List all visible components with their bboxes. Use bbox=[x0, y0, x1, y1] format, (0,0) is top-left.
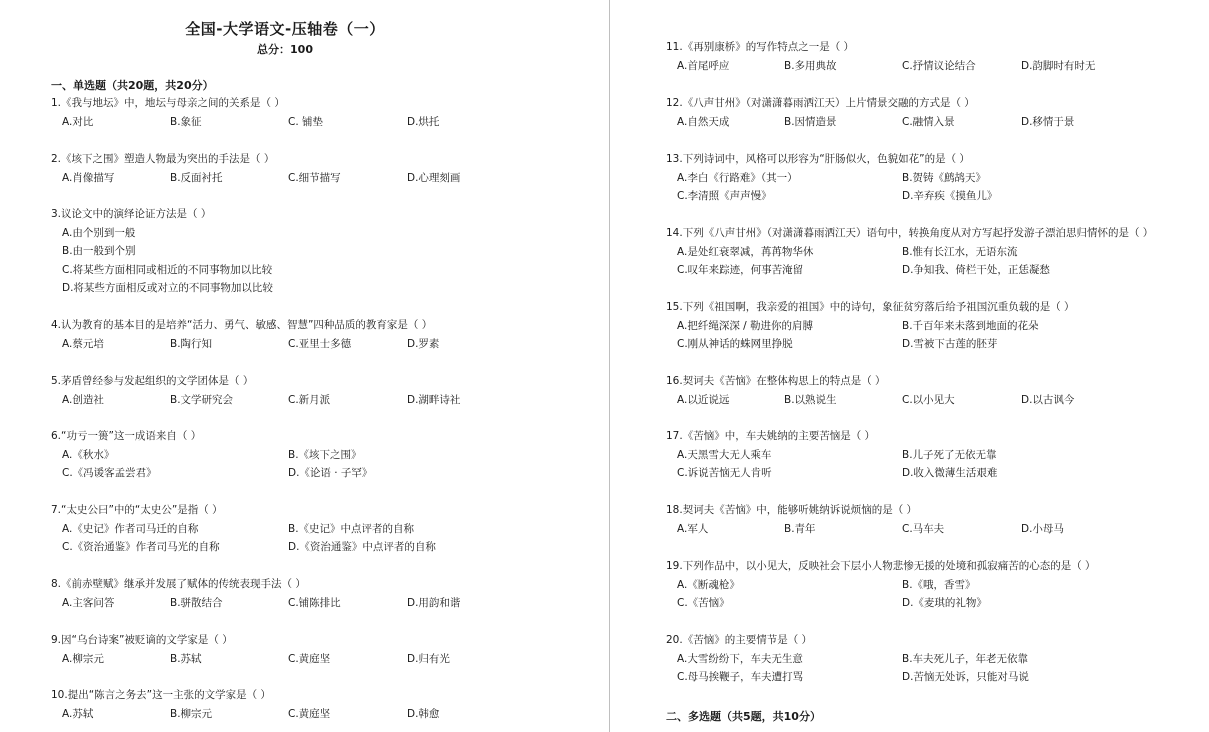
answer-option: B.《垓下之围》 bbox=[288, 448, 362, 461]
answer-option: B.骈散结合 bbox=[170, 596, 223, 609]
answer-option: A.《断魂枪》 bbox=[677, 578, 740, 591]
answer-option: D.烘托 bbox=[407, 115, 440, 128]
question-stem: 12.《八声甘州》（对潇潇暮雨洒江天）上片情景交融的方式是（ ） bbox=[666, 97, 975, 109]
answer-option: C.将某些方面相同或相近的不同事物加以比较 bbox=[62, 263, 273, 276]
answer-option: C.黄庭坚 bbox=[288, 707, 331, 720]
answer-option: A.把纤绳深深 / 勒进你的肩膊 bbox=[677, 319, 814, 332]
answer-option: A.柳宗元 bbox=[62, 652, 104, 665]
answer-option: C.《苦恼》 bbox=[677, 597, 730, 609]
page-divider bbox=[609, 0, 610, 732]
answer-option: A.创造社 bbox=[62, 393, 104, 406]
answer-option: A.军人 bbox=[677, 522, 709, 535]
answer-option: B.贺铸《鹧鸪天》 bbox=[902, 171, 987, 184]
answer-option: C.融情入景 bbox=[902, 115, 955, 128]
question-stem: 19.下列作品中，以小见大，反映社会下层小人物悲惨无援的处境和孤寂痛苦的心态的是（ ） bbox=[666, 560, 1096, 572]
answer-option: C.亚里士多德 bbox=[288, 337, 352, 350]
answer-option: D.《麦琪的礼物》 bbox=[902, 597, 987, 609]
question-stem: 5.茅盾曾经参与发起组织的文学团体是（ ） bbox=[51, 375, 254, 387]
answer-option: D.雪被下古莲的胚芽 bbox=[902, 338, 998, 350]
answer-option: C.《冯谖客孟尝君》 bbox=[62, 467, 157, 479]
answer-option: C.抒情议论结合 bbox=[902, 59, 976, 72]
question-stem: 17.《苦恼》中，车夫姚纳的主要苦恼是（ ） bbox=[666, 430, 876, 442]
answer-option: D.争知我、倚栏干处，正恁凝愁 bbox=[902, 264, 1050, 276]
question-stem: 14.下列《八声甘州》（对潇潇暮雨洒江天）语句中，转换角度从对方写起抒发游子漂泊思归情怀的是（ ） bbox=[666, 227, 1154, 239]
answer-option: A.蔡元培 bbox=[62, 337, 104, 350]
right-page bbox=[612, 0, 1209, 732]
answer-option: B.柳宗元 bbox=[170, 707, 213, 720]
answer-option: A.《秋水》 bbox=[62, 448, 115, 461]
question-stem: 13.下列诗词中，风格可以形容为“肝肠似火，色貌如花”的是（ ） bbox=[666, 153, 970, 165]
question-stem: 6.“功亏一篑”这一成语来自（ ） bbox=[51, 430, 202, 442]
answer-option: A.大雪纷纷下，车夫无生意 bbox=[677, 652, 803, 665]
answer-option: B.惟有长江水，无语东流 bbox=[902, 245, 1018, 258]
answer-option: A.由个别到一般 bbox=[62, 226, 136, 239]
question-stem: 15.下列《祖国啊，我亲爱的祖国》中的诗句，象征贫穷落后给予祖国沉重负载的是（ ） bbox=[666, 301, 1075, 313]
question-stem: 8.《前赤壁赋》继承并发展了赋体的传统表现手法（ ） bbox=[51, 578, 306, 590]
answer-option: A.主客问答 bbox=[62, 596, 115, 609]
answer-option: B.《史记》中点评者的自称 bbox=[288, 522, 415, 535]
answer-option: C.黄庭坚 bbox=[288, 652, 331, 665]
answer-option: D.归有光 bbox=[407, 652, 450, 665]
answer-option: D.将某些方面相反或对立的不同事物加以比较 bbox=[62, 282, 273, 294]
answer-option: C.以小见大 bbox=[902, 393, 955, 406]
question-stem: 9.因“乌台诗案”被贬谪的文学家是（ ） bbox=[51, 634, 233, 646]
section-multi-choice-title: 二、多选题（共5题，共10分） bbox=[666, 710, 821, 723]
answer-option: C.母马挨鞭子，车夫遭打骂 bbox=[677, 671, 804, 683]
answer-option: B.反面衬托 bbox=[170, 171, 223, 184]
answer-option: D.心理刻画 bbox=[407, 171, 461, 184]
answer-option: A.以近说远 bbox=[677, 393, 730, 406]
question-stem: 16.契诃夫《苦恼》在整体构思上的特点是（ ） bbox=[666, 375, 886, 387]
answer-option: D.湖畔诗社 bbox=[407, 393, 461, 406]
answer-option: A.首尾呼应 bbox=[677, 59, 730, 72]
question-stem: 2.《垓下之围》塑造人物最为突出的手法是（ ） bbox=[51, 153, 275, 165]
answer-option: D.收入微薄生活艰难 bbox=[902, 467, 998, 479]
answer-option: A.李白《行路难》（其一） bbox=[677, 171, 798, 184]
answer-option: C.铺陈排比 bbox=[288, 596, 341, 609]
answer-option: B.青年 bbox=[784, 522, 816, 535]
answer-option: B.由一般到个别 bbox=[62, 245, 136, 257]
question-stem: 10.提出“陈言之务去”这一主张的文学家是（ ） bbox=[51, 689, 271, 701]
answer-option: D.《论语 · 子罕》 bbox=[288, 467, 373, 479]
answer-option: C.《资治通鉴》作者司马光的自称 bbox=[62, 541, 220, 553]
answer-option: D.移情于景 bbox=[1021, 115, 1075, 128]
answer-option: A.《史记》作者司马迁的自称 bbox=[62, 522, 199, 535]
answer-option: D.苦恼无处诉，只能对马说 bbox=[902, 671, 1029, 683]
answer-option: D.用韵和谐 bbox=[407, 596, 461, 609]
answer-option: B.车夫死儿子，年老无依靠 bbox=[902, 652, 1029, 665]
answer-option: C. 铺垫 bbox=[288, 115, 324, 128]
question-stem: 20.《苦恼》的主要情节是（ ） bbox=[666, 634, 813, 646]
total-score: 总分：100 bbox=[257, 43, 313, 56]
answer-option: D.韵脚时有时无 bbox=[1021, 59, 1096, 72]
answer-option: D.以古讽今 bbox=[1021, 393, 1075, 406]
answer-option: D.韩愈 bbox=[407, 707, 440, 720]
answer-option: D.小母马 bbox=[1021, 522, 1064, 535]
answer-option: A.是处红衰翠减，苒苒物华休 bbox=[677, 245, 814, 258]
answer-option: B.苏轼 bbox=[170, 652, 202, 665]
answer-option: C.马车夫 bbox=[902, 522, 945, 535]
answer-option: C.李清照《声声慢》 bbox=[677, 190, 772, 202]
answer-option: C.新月派 bbox=[288, 393, 331, 406]
answer-option: A.肖像描写 bbox=[62, 171, 115, 184]
question-stem: 3.议论文中的演绎论证方法是（ ） bbox=[51, 208, 212, 220]
answer-option: B.因情造景 bbox=[784, 115, 837, 128]
answer-option: B.《哦，香雪》 bbox=[902, 578, 976, 591]
question-stem: 7.“太史公曰”中的“太史公”是指（ ） bbox=[51, 504, 223, 516]
question-stem: 11.《再别康桥》的写作特点之一是（ ） bbox=[666, 41, 855, 53]
section-single-choice-title: 一、单选题（共20题，共20分） bbox=[51, 79, 214, 92]
question-stem: 4.认为教育的基本目的是培养“活力、勇气、敏感、智慧”四种品质的教育家是（ ） bbox=[51, 319, 433, 331]
answer-option: D.辛弃疾《摸鱼儿》 bbox=[902, 190, 998, 202]
answer-option: B.儿子死了无依无靠 bbox=[902, 448, 997, 461]
answer-option: B.文学研究会 bbox=[170, 393, 234, 406]
answer-option: B.以熟说生 bbox=[784, 393, 837, 406]
answer-option: C.刚从神话的蛛网里挣脱 bbox=[677, 338, 793, 350]
answer-option: D.罗素 bbox=[407, 337, 440, 350]
answer-option: A.对比 bbox=[62, 115, 94, 128]
answer-option: A.苏轼 bbox=[62, 707, 94, 720]
answer-option: B.多用典故 bbox=[784, 59, 837, 72]
question-stem: 18.契诃夫《苦恼》中，能够听姚纳诉说烦恼的是（ ） bbox=[666, 504, 918, 516]
answer-option: C.细节描写 bbox=[288, 171, 341, 184]
answer-option: A.自然天成 bbox=[677, 115, 730, 128]
question-stem: 1.《我与地坛》中，地坛与母亲之间的关系是（ ） bbox=[51, 97, 285, 109]
answer-option: C.诉说苦恼无人肯听 bbox=[677, 467, 772, 479]
answer-option: D.《资治通鉴》中点评者的自称 bbox=[288, 541, 436, 553]
answer-option: C.叹年来踪迹，何事苦淹留 bbox=[677, 264, 804, 276]
page-title: 全国-大学语文-压轴卷（一） bbox=[185, 20, 385, 38]
answer-option: B.陶行知 bbox=[170, 337, 213, 350]
answer-option: A.天黑雪大无人乘车 bbox=[677, 448, 772, 461]
answer-option: B.象征 bbox=[170, 115, 202, 128]
answer-option: B.千百年来未落到地面的花朵 bbox=[902, 319, 1039, 332]
